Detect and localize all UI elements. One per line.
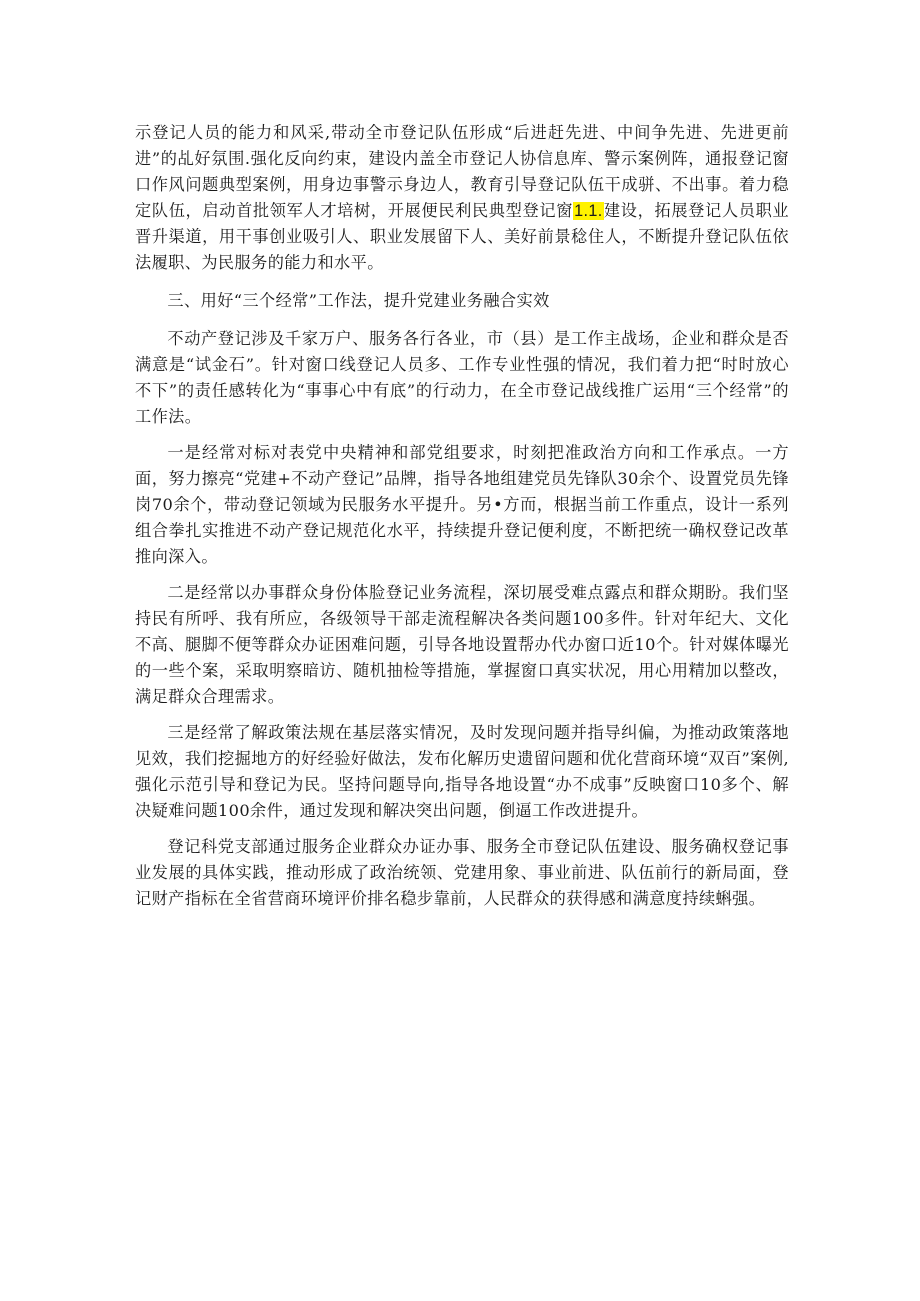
paragraph-1 bbox=[135, 120, 789, 276]
highlighted-number: 1.1. bbox=[574, 202, 603, 220]
paragraph-1-text-before: 示登记人员的能力和风采,带动全市登记队伍形成“后进赶先进、中间争先进、先进更前进”的乩好氛围.强化反向约束，建设内盖全市登记人协信息库、警示案例阵，通报登记窗口作风问题典型案例，用身边事警示身边人，教育引导登记队伍干成骈、不出事。着力稳定队伍，启动首批领军人才培树，开展便民利民典型登记窗 bbox=[135, 123, 789, 220]
paragraph-5: 三是经常了解政策法规在基层落实情况，及时发现问题并指导纠偏，为推动政策落地见效，我们挖掘地方的好经验好做法，发布化解历史遗留问题和优化营商环境“双百”案例,强化示范引导和登记为民。坚持问题导向,指导各地设置“办不成事”反映窗口10多个、解决疑难问题100余件，通过发现和解决突出问题，倒逼工作改进提升。 bbox=[135, 723, 789, 820]
paragraph-2: 不动产登记涉及千家万户、服务各行各业，市（县）是工作主战场，企业和群众是否满意是“试金石”。针对窗口线登记人员多、工作专业性强的情况，我们着力把“时时放心不下”的责任感转化为“事事心中有底”的行动力，在全市登记战线推广运用“三个经常”的工作法。 bbox=[135, 329, 789, 426]
document-body bbox=[135, 120, 789, 922]
paragraph-6: 登记科党支部通过服务企业群众办证办事、服务全市登记队伍建设、服务确权登记事业发展的具体实践，推动形成了政治统领、党建用象、事业前进、队伍前行的新局面，登记财产指标在全省营商环境评价排名稳步靠前，人民群众的获得感和满意度持续蝌强。 bbox=[135, 837, 789, 908]
section-heading-3: 三、用好“三个经常”工作法，提升党建业务融合实效 bbox=[167, 291, 550, 310]
paragraph-1-text-after: 建设，拓展登记人员职业晋升渠道，用干事创业吸引人、职业发展留下人、美好前景稔住人，不断提升登记队伍依法履职、为民服务的能力和水平。 bbox=[135, 201, 789, 272]
paragraph-4: 二是经常以办事群众身份体脸登记业务流程，深切展受难点露点和群众期盼。我们坚持民有所呼、我有所应，各级领导干部走流程解决各类问题100多件。针对年纪大、文化不高、腿脚不便等群众办证困难问题，引导各地设置帮办代办窗口近10个。针对媒体曝光的一些个案，采取明察暗访、随机抽检等措施，掌握窗口真实状况，用心用精加以整改，满足群众合理需求。 bbox=[135, 583, 789, 706]
paragraph-3: 一是经常对标对表党中央精神和部党组要求，时刻把准政治方向和工作承点。一方面，努力擦亮“党建+不动产登记”品牌，指导各地组建党员先锋队30余个、设置党员先锋岗70余个，带动登记领域为民服务水平提升。另•方而，根据当前工作重点，设计一系列组合拳扎实推进不动产登记规范化水平，持续提升登记便利度，不断把统一确权登记改革推向深入。 bbox=[135, 443, 790, 566]
